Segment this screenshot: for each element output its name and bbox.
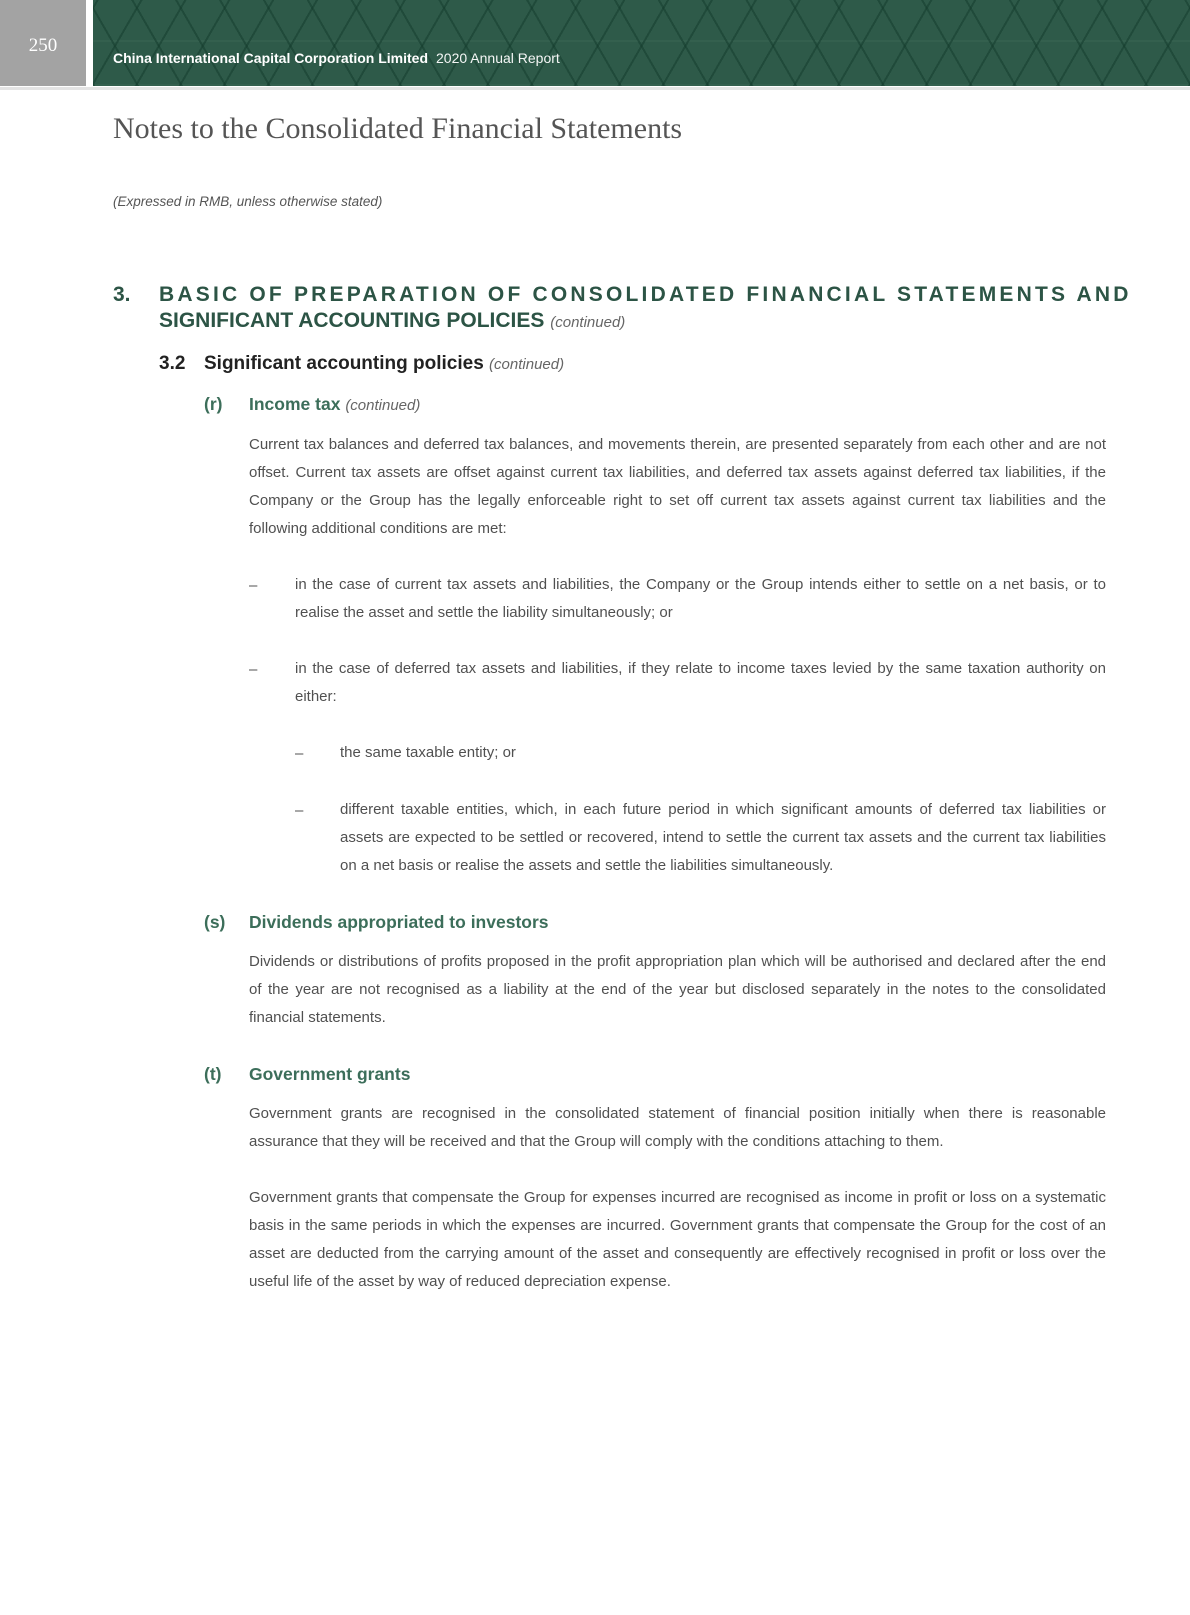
item-label: (r) bbox=[204, 394, 223, 414]
bullet-deferred-tax: in the case of deferred tax assets and liabilities, if they relate to income taxes levied by the same taxation authority on either: bbox=[295, 660, 1106, 705]
bullet-dash: – bbox=[295, 745, 304, 762]
continued-label: (continued) bbox=[345, 397, 421, 414]
header-text bbox=[113, 50, 560, 66]
company-name: China International Capital Corporation Limited bbox=[113, 50, 429, 66]
heading-government-grants bbox=[204, 1064, 410, 1085]
item-title: Income tax bbox=[249, 394, 341, 414]
heading-income-tax bbox=[204, 394, 420, 415]
section-heading bbox=[113, 283, 1132, 333]
section-title-line1: BASIC OF PREPARATION OF CONSOLIDATED FINANCIAL STATEMENTS AND bbox=[159, 283, 1132, 306]
item-title: Dividends appropriated to investors bbox=[249, 912, 549, 932]
subbullet-different-entities: different taxable entities, which, in each future period in which significant amounts of deferred tax liabilities or assets are expected to be settled or recovered, intend to settle the current tax assets and the current tax liabilities on a net basis or realise the assets and settle the liabilities simultaneously. bbox=[340, 801, 1106, 874]
item-label: (s) bbox=[204, 912, 226, 932]
item-label: (t) bbox=[204, 1064, 222, 1084]
dividends-paragraph: Dividends or distributions of profits proposed in the profit appropriation plan which will be authorised and declared after the end of the year are not recognised as a liability at the end of the year but disclosed separately in the notes to the consolidated financial statements. bbox=[249, 953, 1106, 1026]
currency-note: (Expressed in RMB, unless otherwise stated) bbox=[113, 194, 383, 209]
header-band bbox=[93, 0, 1190, 86]
subbullet-same-entity: the same taxable entity; or bbox=[340, 744, 516, 761]
report-name: 2020 Annual Report bbox=[436, 50, 560, 66]
bullet-dash: – bbox=[249, 577, 258, 594]
section-number: 3. bbox=[113, 283, 131, 306]
heading-dividends bbox=[204, 912, 549, 933]
section-title-line2-text: SIGNIFICANT ACCOUNTING POLICIES bbox=[159, 309, 545, 332]
income-tax-paragraph: Current tax balances and deferred tax balances, and movements therein, are presented separately from each other and are not offset. Current tax assets are offset against current tax liabilities, and deferred tax assets against deferred tax liabilities, if the Company or the Group has the legally enforceable right to set off current tax assets against current tax liabilities and the following additional conditions are met: bbox=[249, 436, 1106, 537]
item-title: Government grants bbox=[249, 1064, 411, 1084]
continued-label: (continued) bbox=[489, 356, 565, 373]
subsection-heading bbox=[159, 353, 564, 375]
subsection-title: Significant accounting policies bbox=[204, 353, 484, 374]
grants-paragraph-1: Government grants are recognised in the consolidated statement of financial position initially when there is reasonable assurance that they will be received and that the Group will comply with the conditions attaching to them. bbox=[249, 1105, 1106, 1150]
page-title: Notes to the Consolidated Financial Statements bbox=[113, 112, 683, 145]
subsection-number: 3.2 bbox=[159, 353, 186, 374]
section-title-line2 bbox=[159, 309, 1108, 333]
bullet-dash: – bbox=[295, 802, 304, 819]
grants-paragraph-2: Government grants that compensate the Group for expenses incurred are recognised as income in profit or loss on a systematic basis in the same periods in which the expenses are incurred. Government grants that compensate the Group for the cost of an asset are deducted from the carrying amount of the asset and consequently are effectively recognised in profit or loss over the useful life of the asset by way of reduced depreciation expense. bbox=[249, 1189, 1106, 1290]
bullet-dash: – bbox=[249, 661, 258, 678]
continued-label: (continued) bbox=[550, 314, 626, 331]
header-divider bbox=[0, 87, 1190, 90]
bullet-current-tax: in the case of current tax assets and liabilities, the Company or the Group intends either to settle on a net basis, or to realise the asset and settle the liability simultaneously; or bbox=[295, 576, 1106, 621]
page-number: 250 bbox=[0, 0, 86, 86]
